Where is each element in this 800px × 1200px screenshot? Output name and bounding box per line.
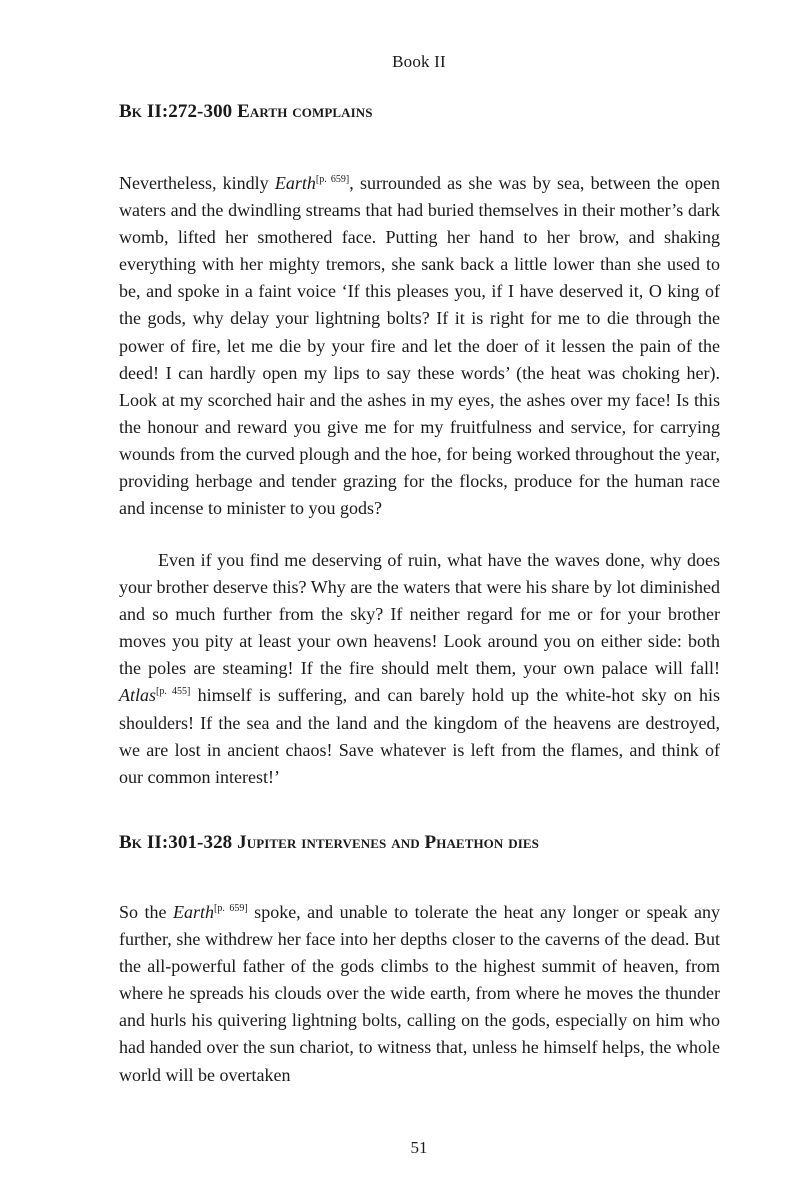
name-earth: Earth (274, 173, 316, 193)
page-reference: [p. 659] (315, 174, 350, 185)
page-reference: [p. 659] (214, 903, 248, 914)
running-header: Book II (392, 52, 446, 71)
page-number: 51 (410, 1138, 428, 1157)
name-atlas: Atlas (119, 685, 157, 706)
name-earth: Earth (173, 902, 215, 922)
paragraph: So the Earth[p. 659] spoke, and unable to tolerate the heat any longer or speak any further, she withdrew her face into her depths closer to the caverns of the dead. But the all-powerful father of the gods climbs to the highest summit of heaven, from where he spreads his clouds over the wide earth, from where he moves the thunder and hurls his quivering lightning bolts, calling on the gods, especially on him who had handed over the sun chariot, to witness that, unless he himself helps, the whole world will be overtaken (119, 902, 720, 1085)
section-heading-earth-complains: Bk II:272-300 Earth complains (119, 101, 373, 122)
paragraph: Nevertheless, kindly Earth[p. 659], surrounded as she was by sea, between the open waters and the dwindling streams that had buried themselves in their mother’s dark womb, lifted her smothered face. Putting her hand to her brow, and shaking everything with her mighty tremors, she sank back a little lower than she used to be, and spoke in a faint voice ‘If this pleases you, if I have deserved it, O king of the gods, why delay your lightning bolts? If it is right for me to die through the power of fire, let me die by your fire and let the doer of it lessen the pain of the deed! I can hardly open my lips to say these words’ (the heat was choking her). Look at my scorched hair and the ashes in my eyes, the ashes over my face! Is this the honour and reward you give me for my fruitfulness and service, for carrying wounds from the curved plough and the hoe, for being worked throughout the year, providing herbage and tender grazing for the flocks, produce for the human race and incense to minister to you gods? (119, 173, 720, 519)
section-heading-jupiter-intervenes: Bk II:301-328 Jupiter intervenes and Phaethon dies (119, 832, 539, 853)
paragraph: Even if you find me deserving of ruin, what have the waves done, why does your brother deserve this? Why are the waters that were his share by lot diminished and so much further from the sky? If neither regard for me or for your brother moves you pity at least your own heavens! Look around you on either side: both the poles are steaming! If the fire should melt them, your own palace will fall! Atlas[p. 455] himself is suffering, and can barely hold up the white-hot sky on his shoulders! If the sea and the land and the kingdom of the heavens are destroyed, we are lost in ancient chaos! Save whatever is left from the flames, and think of our common interest!’ (119, 550, 720, 787)
page-reference: [p. 455] (156, 686, 191, 698)
